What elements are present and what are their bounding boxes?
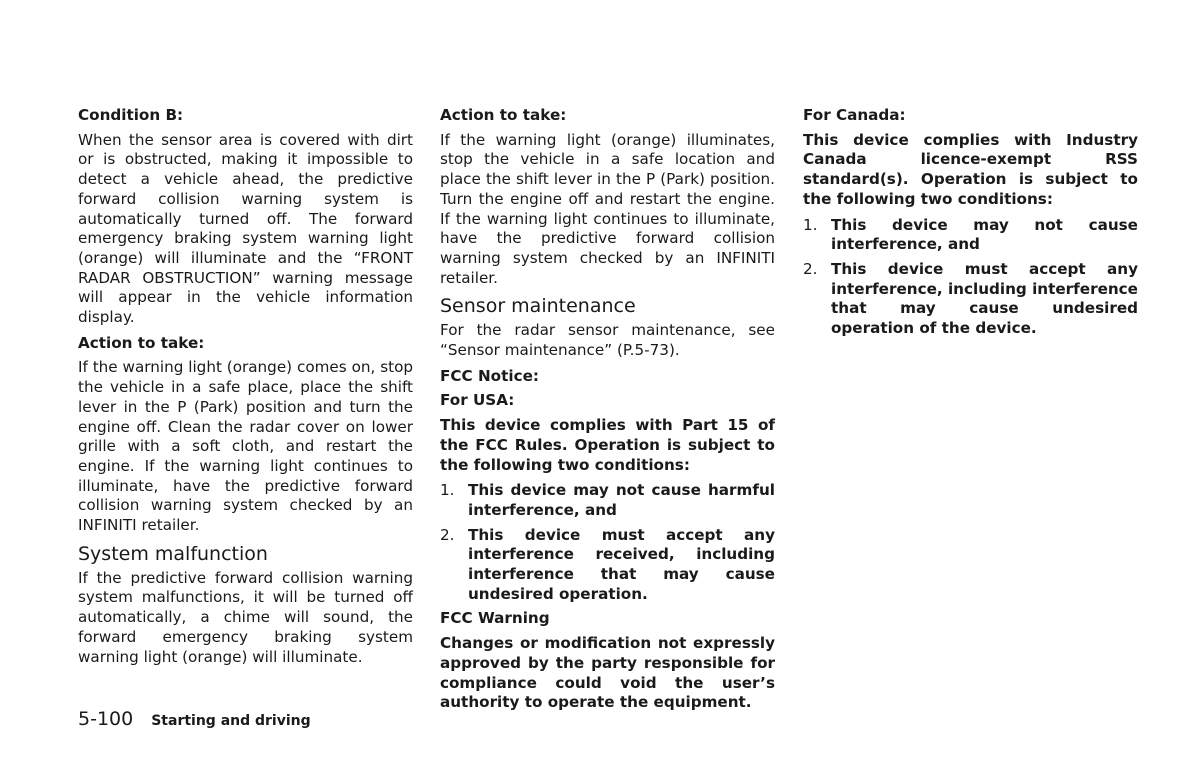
action-heading: Action to take: [78,333,205,352]
fcc-notice-heading: FCC Notice: [440,366,539,385]
action-heading-2: Action to take: [440,106,567,124]
section-name: Starting and driving [151,713,311,729]
action-text-2: If the warning light (orange) illuminates, stop the vehicle in a safe location and place the shift lever in the P (Park) position. Turn the engine off and restart the engine. If the warning light continues to illuminate, have the predictive forward collision warning system checked by an INFINITI retailer. [440,130,775,287]
usa-conditions-list [440,481,775,604]
list-item-text: This device must accept any interference received, including interference that may cause undesired operation. [468,525,775,603]
list-item-number: 2. [440,525,455,544]
canada-text: This device complies with Industry Canada licence-exempt RSS standard(s). Operation is subject to the following two conditions: [803,130,1138,208]
page-number: 5-100 [78,708,134,730]
condition-b-text: When the sensor area is covered with dirt or is obstructed, making it impossible to detect a vehicle ahead, the predictive forward collision warning system is automatically turned off. The forward emergency braking system warning light (orange) will illuminate and the “FRONT RADAR OBSTRUCTION” warning message will appear in the vehicle information display. [78,130,413,327]
list-item [803,216,1138,255]
list-item-number: 1. [803,215,818,234]
action-text: If the warning light (orange) comes on, stop the vehicle in a safe place, place the shift lever in the P (Park) position and turn the engine off. Clean the radar cover on lower grille with a soft cloth, and restart the engine. If the warning light continues to illuminate, have the predictive forward collision warning system checked by an INFINITI retailer. [78,358,413,535]
list-item-text: This device may not cause harmful interference, and [468,481,775,519]
for-canada-heading: For Canada: [803,106,906,124]
page-footer [78,708,311,730]
list-item [440,481,775,520]
malfunction-heading: System malfunction [78,542,268,565]
malfunction-text: If the predictive forward collision warning system malfunctions, it will be turned off automatically, a chime will sound, the forward emergency braking system warning light (orange) will illuminate. [78,568,413,666]
list-item-number: 1. [440,481,455,500]
condition-b-heading: Condition B: [78,106,184,124]
sensor-maintenance-text: For the radar sensor maintenance, see “Sensor maintenance” (P.5-73). [440,321,775,360]
list-item-text: This device must accept any interference, including interference that may cause undesired operation of the device. [831,259,1138,338]
fcc-warning-text: Changes or modification not expressly approved by the party responsible for compliance could void the user’s authority to operate the equipment. [440,634,775,712]
list-item-text: This device may not cause interference, and [831,215,1138,254]
canada-conditions-list [803,216,1138,339]
list-item [803,260,1138,339]
list-item-number: 2. [803,259,818,278]
sensor-maintenance-heading: Sensor maintenance [440,295,636,318]
column-left [78,106,413,673]
fcc-warning-heading: FCC Warning [440,609,550,628]
list-item [440,526,775,605]
column-right [803,106,1138,344]
column-middle [440,106,775,719]
usa-text: This device complies with Part 15 of the FCC Rules. Operation is subject to the following two conditions: [440,416,775,474]
for-usa-heading: For USA: [440,391,515,410]
